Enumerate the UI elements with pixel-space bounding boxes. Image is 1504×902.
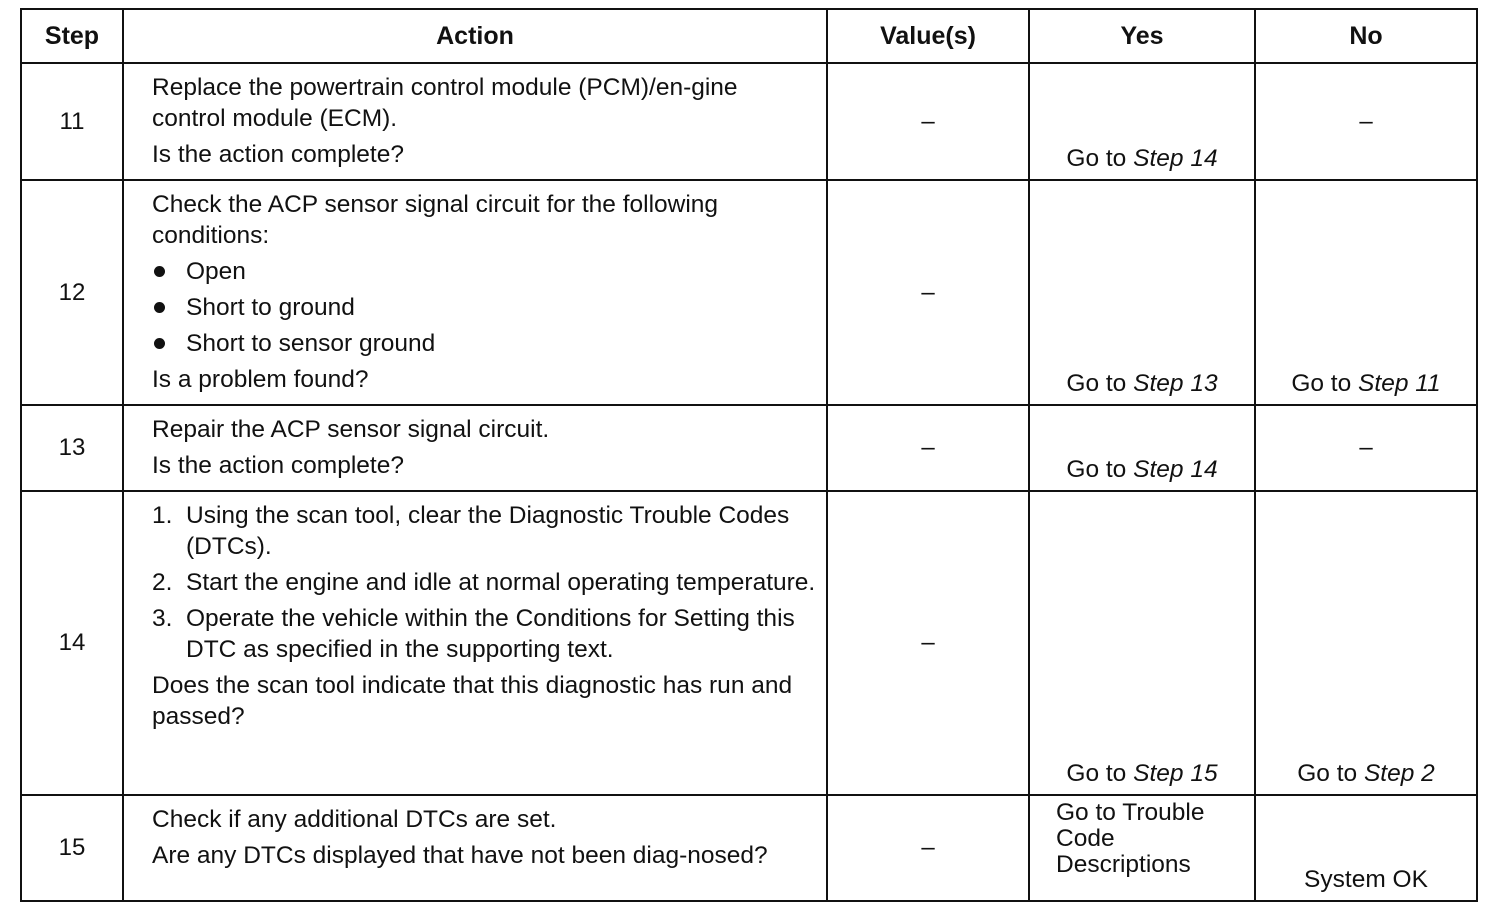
yes-step-link: Step 14 xyxy=(1133,456,1218,483)
no-prefix: Go to xyxy=(1297,760,1364,787)
value-cell: – xyxy=(827,180,1029,405)
yes-cell xyxy=(1029,491,1255,795)
no-step-link: Step 11 xyxy=(1358,370,1441,397)
no-prefix: Go to xyxy=(1291,370,1359,397)
action-cell xyxy=(123,180,827,405)
yes-prefix: Go to xyxy=(1066,145,1134,172)
yes-step-link: Step 15 xyxy=(1133,760,1218,787)
value-cell: – xyxy=(827,405,1029,491)
condition-list xyxy=(152,256,816,359)
action-text: Check the ACP sensor signal circuit for the following conditions: xyxy=(152,191,719,249)
no-cell: – xyxy=(1255,405,1477,491)
yes-prefix: Go to xyxy=(1066,370,1134,397)
header-action: Action xyxy=(123,9,827,63)
list-item: Open xyxy=(152,256,816,287)
yes-cell xyxy=(1029,405,1255,491)
table-row xyxy=(21,63,1477,180)
yes-cell xyxy=(1029,63,1255,180)
table-row xyxy=(21,491,1477,795)
action-text: Replace the powertrain control module (PCM)/en-gine control module (ECM). xyxy=(152,74,738,132)
yes-prefix: Go to xyxy=(1066,760,1134,787)
no-cell xyxy=(1255,180,1477,405)
yes-cell xyxy=(1029,795,1255,901)
header-no: No xyxy=(1255,9,1477,63)
action-cell xyxy=(123,405,827,491)
step-number: 11 xyxy=(21,63,123,180)
action-text: Repair the ACP sensor signal circuit. xyxy=(152,416,550,443)
yes-text-line: Descriptions xyxy=(1056,851,1191,878)
yes-prefix: Go to xyxy=(1066,456,1134,483)
header-row xyxy=(21,9,1477,63)
table-row xyxy=(21,405,1477,491)
item-text: Start the engine and idle at normal operating temperature. xyxy=(186,569,816,596)
item-number: 2. xyxy=(152,569,173,596)
no-step-link: Step 2 xyxy=(1363,760,1435,787)
table-row xyxy=(21,795,1477,901)
item-text: Operate the vehicle within the Conditions for Setting this DTC as specified in the supporting text. xyxy=(186,605,795,663)
yes-cell xyxy=(1029,180,1255,405)
diagnostic-table xyxy=(20,8,1478,902)
list-item xyxy=(152,500,816,562)
action-question: Is the action complete? xyxy=(152,141,404,168)
item-number: 1. xyxy=(152,502,173,529)
yes-step-link: Step 13 xyxy=(1133,370,1218,397)
action-cell xyxy=(123,491,827,795)
yes-text-line: Code xyxy=(1056,825,1115,852)
no-cell: System OK xyxy=(1255,795,1477,901)
step-number: 13 xyxy=(21,405,123,491)
value-cell: – xyxy=(827,491,1029,795)
header-step: Step xyxy=(21,9,123,63)
action-question: Are any DTCs displayed that have not been diag-nosed? xyxy=(152,842,768,869)
header-yes: Yes xyxy=(1029,9,1255,63)
procedure-list xyxy=(152,500,816,665)
action-cell xyxy=(123,63,827,180)
no-cell: – xyxy=(1255,63,1477,180)
action-cell xyxy=(123,795,827,901)
action-question: Is a problem found? xyxy=(152,366,369,393)
value-cell: – xyxy=(827,795,1029,901)
step-number: 12 xyxy=(21,180,123,405)
list-item: Short to sensor ground xyxy=(152,328,816,359)
yes-text-line: Go to Trouble xyxy=(1056,799,1205,826)
list-item xyxy=(152,567,816,598)
action-text: Check if any additional DTCs are set. xyxy=(152,806,557,833)
item-number: 3. xyxy=(152,605,173,632)
value-cell: – xyxy=(827,63,1029,180)
list-item xyxy=(152,603,816,665)
step-number: 15 xyxy=(21,795,123,901)
table-row xyxy=(21,180,1477,405)
list-item: Short to ground xyxy=(152,292,816,323)
item-text: Using the scan tool, clear the Diagnostic Trouble Codes (DTCs). xyxy=(186,502,790,560)
header-values: Value(s) xyxy=(827,9,1029,63)
no-cell xyxy=(1255,491,1477,795)
step-number: 14 xyxy=(21,491,123,795)
yes-step-link: Step 14 xyxy=(1133,145,1218,172)
action-question: Is the action complete? xyxy=(152,452,404,479)
action-question: Does the scan tool indicate that this diagnostic has run and passed? xyxy=(152,672,793,730)
